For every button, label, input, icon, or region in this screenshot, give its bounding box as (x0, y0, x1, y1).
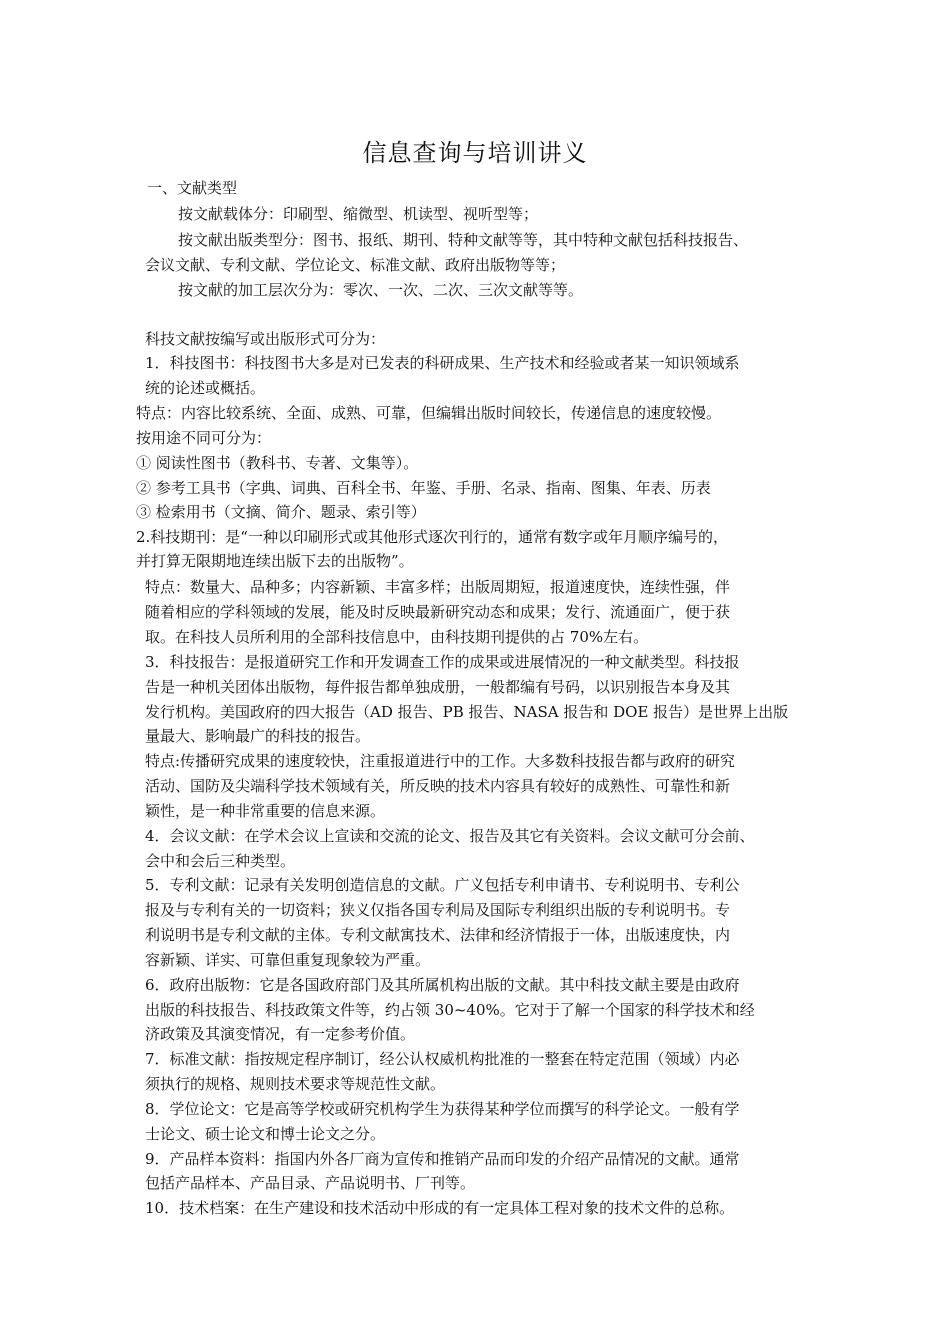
paragraph-line: 取。在科技人员所利用的全部科技信息中，由科技期刊提供的占 70%左右。 (145, 628, 649, 646)
paragraph-line: 并打算无限期地连续出版下去的出版物”。 (136, 552, 414, 570)
paragraph-line: 6．政府出版物：它是各国政府部门及其所属机构出版的文献。其中科技文献主要是由政府 (145, 976, 740, 994)
paragraph-line: 4．会议文献：在学术会议上宣读和交流的论文、报告及其它有关资料。会议文献可分会前、 (145, 827, 755, 845)
paragraph-line: 随着相应的学科领域的发展，能及时反映最新研究动态和成果；发行、流通面广，便于获 (145, 603, 731, 621)
paragraph-line: 济政策及其演变情况，有一定参考价值。 (145, 1025, 416, 1043)
section-heading: 一、文献类型 (147, 179, 238, 197)
paragraph-line: 出版的科技报告、科技政策文件等，约占领 30~40%。它对于了解一个国家的科学技术和经 (145, 1001, 755, 1019)
paragraph-line: 3．科技报告：是报道研究工作和开发调查工作的成果或进展情况的一种文献类型。科技报 (145, 653, 740, 671)
paragraph-line: 士论文、硕士论文和博士论文之分。 (145, 1125, 386, 1143)
paragraph-line: 特点：数量大、品种多；内容新颖、丰富多样；出版周期短，报道速度快，连续性强，伴 (145, 578, 731, 596)
paragraph-line: 告是一种机关团体出版物，每件报告都单独成册，一般都编有号码，以识别报告本身及其 (145, 678, 731, 696)
paragraph-line: 2.科技期刊：是“一种以印刷形式或其他形式逐次刊行的，通常有数字或年月顺序编号的， (136, 528, 728, 546)
paragraph-line: 按用途不同可分为： (136, 429, 272, 447)
paragraph-line: 活动、国防及尖端科学技术领域有关，所反映的技术内容具有较好的成熟性、可靠性和新 (145, 777, 731, 795)
paragraph-line: 按文献的加工层次分为：零次、一次、二次、三次文献等等。 (178, 281, 584, 299)
paragraph-line: 发行机构。美国政府的四大报告（AD 报告、PB 报告、NASA 报告和 DOE 报告）是世界上出版 (145, 703, 789, 721)
paragraph-line: 5．专利文献：记录有关发明创造信息的文献。广义包括专利申请书、专利说明书、专利公 (145, 876, 740, 894)
paragraph-line: 利说明书是专利文献的主体。专利文献寓技术、法律和经济情报于一体，出版速度快，内 (145, 926, 731, 944)
paragraph-line: 量最大、影响最广的科技的报告。 (145, 727, 371, 745)
paragraph-line: 7．标准文献：指按规定程序制订，经公认权威机构批准的一整套在特定范围（领域）内必 (145, 1050, 740, 1068)
document-title: 信息查询与培训讲义 (362, 139, 588, 167)
paragraph-line: 容新颖、详实、可靠但重复现象较为严重。 (145, 951, 431, 969)
paragraph-line: 10．技术档案：在生产建设和技术活动中形成的有一定具体工程对象的技术文件的总称。 (145, 1199, 735, 1217)
paragraph-line: 特点:传播研究成果的速度较快，注重报道进行中的工作。大多数科技报告都与政府的研究 (145, 752, 736, 770)
paragraph-line: 颖性，是一种非常重要的信息来源。 (145, 802, 386, 820)
paragraph-line: 统的论述或概括。 (145, 379, 266, 397)
paragraph-line: 会中和会后三种类型。 (145, 852, 296, 870)
paragraph-line: 9．产品样本资料：指国内外各厂商为宣传和推销产品而印发的介绍产品情况的文献。通常 (145, 1150, 740, 1168)
list-item: ③ 检索用书（文摘、简介、题录、索引等） (136, 503, 426, 521)
paragraph-line: 须执行的规格、规则技术要求等规范性文献。 (145, 1075, 446, 1093)
paragraph-line: 特点：内容比较系统、全面、成熟、可靠，但编辑出版时间较长，传递信息的速度较慢。 (136, 404, 722, 422)
paragraph-line: 按文献出版类型分：图书、报纸、期刊、特种文献等等，其中特种文献包括科技报告、 (178, 231, 749, 249)
paragraph-line: 包括产品样本、产品目录、产品说明书、厂刊等。 (145, 1174, 476, 1192)
paragraph-line: 科技文献按编写或出版形式可分为： (145, 330, 386, 348)
paragraph-line: 报及与专利有关的一切资料；狭义仅指各国专利局及国际专利组织出版的专利说明书。专 (145, 901, 731, 919)
paragraph-line: 1．科技图书：科技图书大多是对已发表的科研成果、生产技术和经验或者某一知识领域系 (145, 354, 740, 372)
paragraph-line: 按文献载体分：印刷型、缩微型、机读型、视听型等； (178, 205, 539, 223)
paragraph-line: 会议文献、专利文献、学位论文、标准文献、政府出版物等等； (145, 256, 566, 274)
list-item: ① 阅读性图书（教科书、专著、文集等）。 (136, 454, 419, 472)
paragraph-line: 8．学位论文：它是高等学校或研究机构学生为获得某种学位而撰写的科学论文。一般有学 (145, 1100, 740, 1118)
list-item: ② 参考工具书（字典、词典、百科全书、年鉴、手册、名录、指南、图集、年表、历表 (136, 479, 711, 497)
